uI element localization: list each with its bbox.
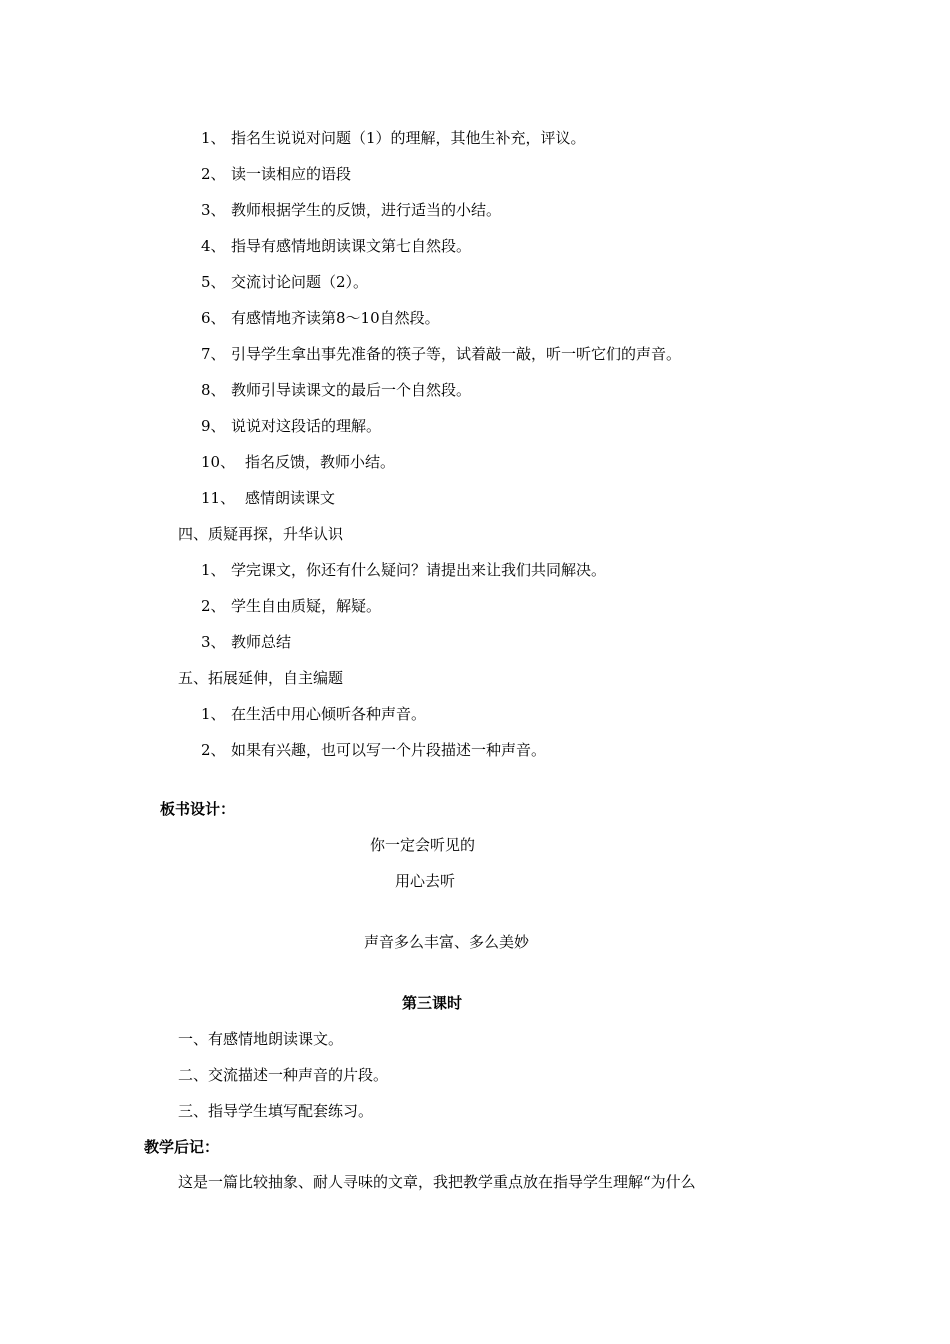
list-item-text: 如果有兴趣，也可以写一个片段描述一种声音。 bbox=[231, 741, 547, 759]
list-item-text: 教师引导读课文的最后一个自然段。 bbox=[231, 381, 472, 399]
list-item bbox=[201, 632, 291, 652]
list-item bbox=[201, 380, 471, 400]
board-line: 你一定会听见的 bbox=[370, 836, 476, 854]
list-item-text: 指名生说说对问题（1）的理解，其他生补充，评议。 bbox=[231, 129, 586, 147]
list-item bbox=[201, 236, 471, 256]
list-item bbox=[201, 452, 395, 472]
list-item bbox=[201, 164, 351, 184]
list-item-text: 教师总结 bbox=[231, 633, 292, 651]
lesson-item: 二、交流描述一种声音的片段。 bbox=[178, 1066, 389, 1084]
list-item bbox=[201, 128, 586, 148]
list-item-number: 1、 bbox=[201, 561, 226, 579]
teaching-notes-label: 教学后记： bbox=[144, 1138, 220, 1156]
list-item-number: 6、 bbox=[201, 309, 226, 327]
list-item-text: 感情朗读课文 bbox=[245, 489, 336, 507]
list-item-number: 9、 bbox=[201, 417, 226, 435]
list-item bbox=[201, 308, 440, 328]
list-item bbox=[201, 560, 606, 580]
list-item bbox=[201, 416, 381, 436]
list-item-number: 1、 bbox=[201, 129, 226, 147]
list-item-number: 4、 bbox=[201, 237, 226, 255]
list-item-number: 1、 bbox=[201, 705, 226, 723]
list-item bbox=[201, 200, 501, 220]
list-item bbox=[201, 740, 546, 760]
list-item-text: 引导学生拿出事先准备的筷子等，试着敲一敲，听一听它们的声音。 bbox=[231, 345, 682, 363]
list-item bbox=[201, 344, 681, 364]
list-item bbox=[201, 272, 368, 292]
list-item bbox=[201, 596, 381, 616]
list-item-text: 教师根据学生的反馈，进行适当的小结。 bbox=[231, 201, 502, 219]
list-item bbox=[201, 704, 426, 724]
list-item-text: 指导有感情地朗读课文第七自然段。 bbox=[231, 237, 472, 255]
section-heading: 四、质疑再探，升华认识 bbox=[178, 525, 344, 543]
board-line: 声音多么丰富、多么美妙 bbox=[364, 933, 530, 951]
teaching-notes-text: 这是一篇比较抽象、耐人寻味的文章，我把教学重点放在指导学生理解“为什么 bbox=[178, 1173, 696, 1191]
lesson-item: 一、有感情地朗读课文。 bbox=[178, 1030, 344, 1048]
list-item-number: 2、 bbox=[201, 597, 226, 615]
list-item-number: 3、 bbox=[201, 201, 226, 219]
list-item-text: 说说对这段话的理解。 bbox=[231, 417, 382, 435]
list-item-number: 3、 bbox=[201, 633, 226, 651]
lesson-item: 三、指导学生填写配套练习。 bbox=[178, 1102, 374, 1120]
list-item-text: 有感情地齐读第8～10自然段。 bbox=[231, 309, 440, 327]
section-heading: 五、拓展延伸，自主编题 bbox=[178, 669, 344, 687]
list-item-number: 2、 bbox=[201, 741, 226, 759]
list-item-text: 读一读相应的语段 bbox=[231, 165, 352, 183]
list-item-text: 学完课文，你还有什么疑问？请提出来让我们共同解决。 bbox=[231, 561, 607, 579]
list-item-number: 8、 bbox=[201, 381, 226, 399]
board-design-label: 板书设计： bbox=[160, 800, 236, 818]
list-item-text: 在生活中用心倾听各种声音。 bbox=[231, 705, 427, 723]
list-item-number: 2、 bbox=[201, 165, 226, 183]
list-item-number: 5、 bbox=[201, 273, 226, 291]
lesson-title: 第三课时 bbox=[402, 994, 463, 1012]
list-item-text: 学生自由质疑，解疑。 bbox=[231, 597, 382, 615]
list-item-text: 交流讨论问题（2）。 bbox=[231, 273, 369, 291]
list-item-number: 7、 bbox=[201, 345, 226, 363]
board-line: 用心去听 bbox=[395, 872, 456, 890]
list-item bbox=[201, 488, 335, 508]
list-item-number: 10、 bbox=[201, 453, 236, 471]
list-item-number: 11、 bbox=[201, 489, 236, 507]
list-item-text: 指名反馈，教师小结。 bbox=[245, 453, 396, 471]
